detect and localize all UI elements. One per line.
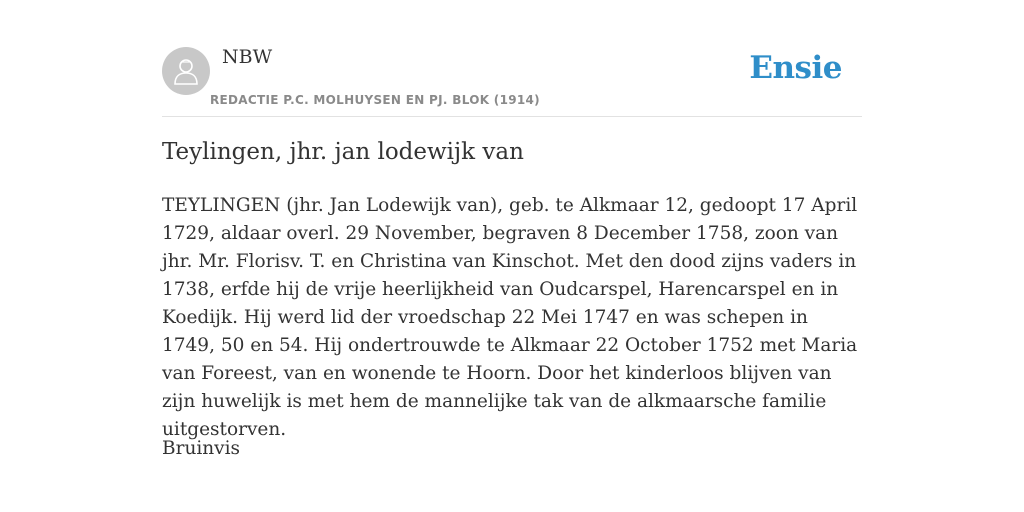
article-signature: Bruinvis xyxy=(162,438,241,459)
article-card xyxy=(162,0,862,459)
article-body: TEYLINGEN (jhr. Jan Lodewijk van), geb. te Alkmaar 12, gedoopt 17 April 1729, aldaar overl. 29 November, begraven 8 December 1758, zoon van jhr. Mr. Florisv. T. en Christina van Kinschot. Met den dood zijns vaders in 1738, erfde hij de vrije heerlijkheid van Oudcarspel, Harencarspel en in Koedijk. Hij werd lid der vroedschap 22 Mei 1747 en was schepen in 1749, 50 en 54. Hij ondertrouwde te Alkmaar 22 October 1752 met Maria van Foreest, van en wonende te Hoorn. Door het kinderloos blijven van zijn huwelijk is met hem de mannelijke tak van de alkmaarsche familie uitgestorven. xyxy=(162,195,858,440)
author-name[interactable]: NBW xyxy=(222,46,273,68)
article-title: Teylingen, jhr. jan lodewijk van xyxy=(162,139,524,165)
avatar[interactable] xyxy=(162,47,210,95)
article-header xyxy=(162,0,862,117)
user-icon xyxy=(172,56,200,86)
source-label: REDACTIE P.C. MOLHUYSEN EN PJ. BLOK (1914) xyxy=(210,93,540,107)
brand-logo[interactable]: Ensie xyxy=(749,50,842,86)
